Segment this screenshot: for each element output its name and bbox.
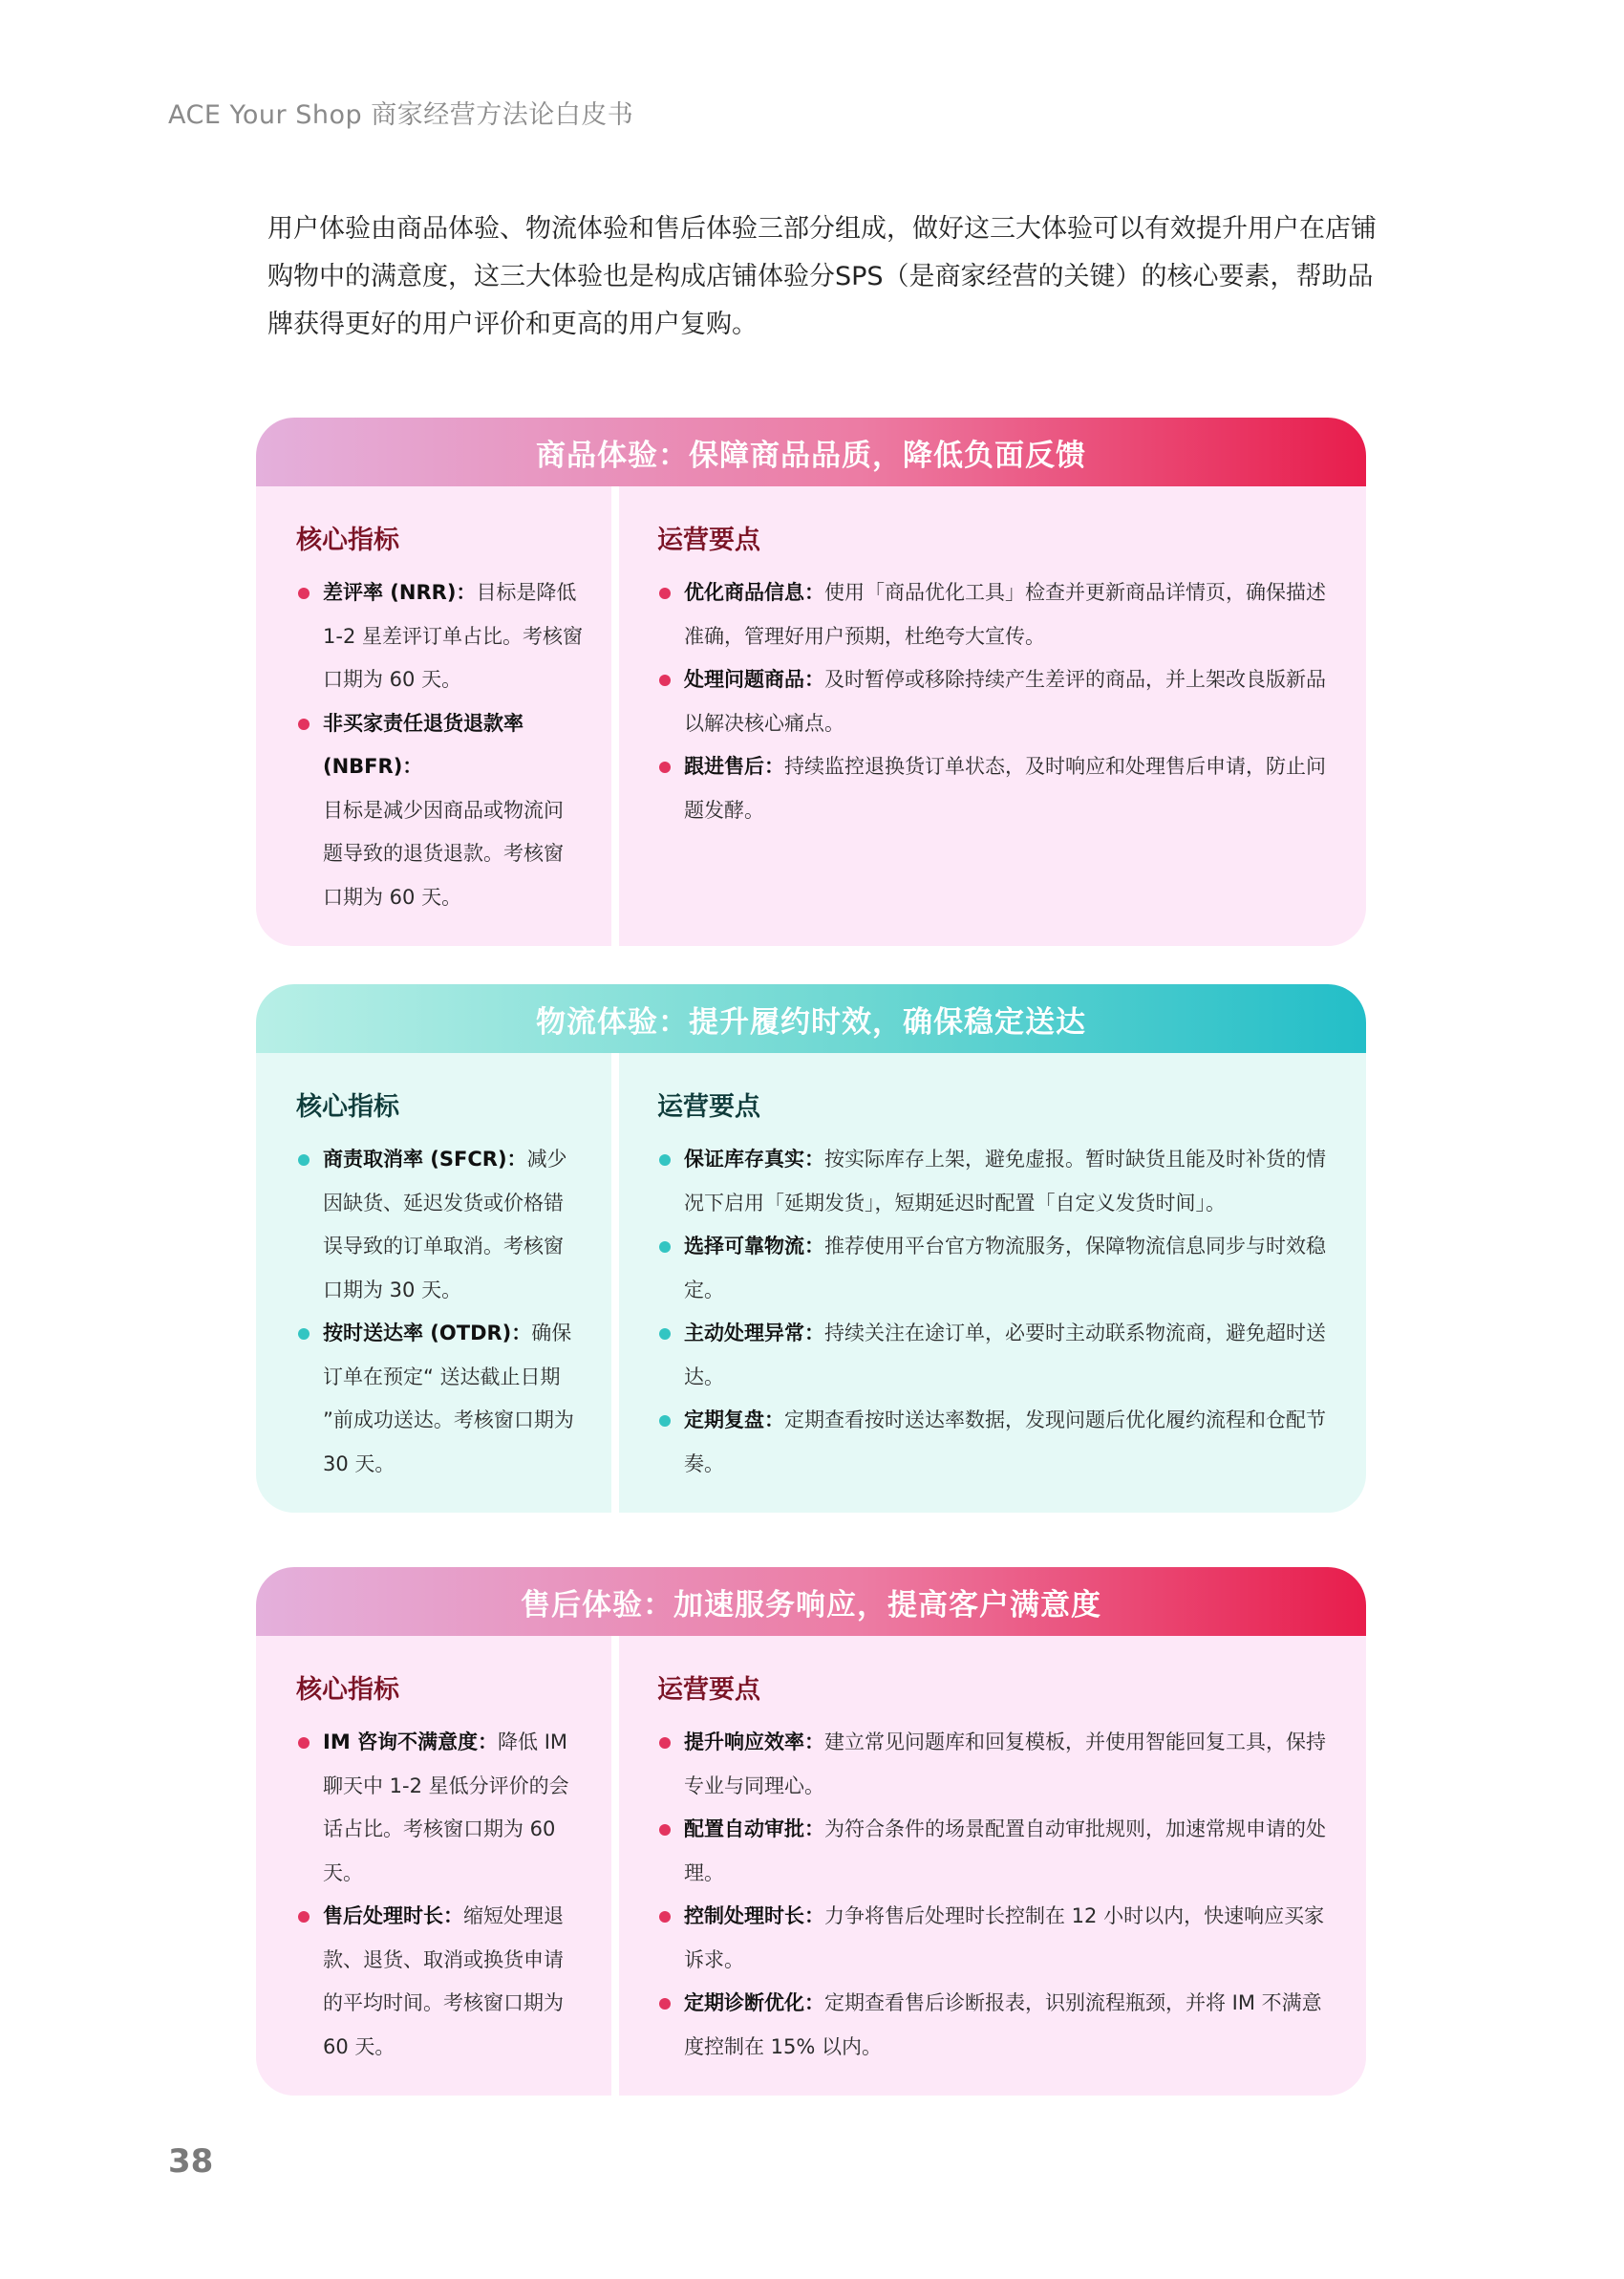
bullet-dot-icon (659, 1998, 671, 2010)
point-item: 配置自动审批：为符合条件的场景配置自动审批规则，加速常规申请的处理。 (657, 1808, 1328, 1895)
bullet-dot-icon (298, 1737, 310, 1749)
bullet-dot-icon (298, 588, 310, 599)
metrics-column (256, 1636, 611, 2096)
section-card-product (256, 418, 1366, 946)
section-title: 商品体验：保障商品品质，降低负面反馈 (256, 418, 1366, 486)
metric-item: 商责取消率 (SFCR)：减少因缺货、延迟发货或价格错误导致的订单取消。考核窗口期为 30 天。 (296, 1138, 583, 1312)
point-item: 定期诊断优化：定期查看售后诊断报表，识别流程瓶颈，并将 IM 不满意度控制在 15% 以内。 (657, 1982, 1328, 2069)
section-title: 售后体验：加速服务响应，提高客户满意度 (256, 1567, 1366, 1636)
bullet-dot-icon (659, 1824, 671, 1836)
bullet-dot-icon (298, 1154, 310, 1166)
metrics-column (256, 1053, 611, 1513)
metric-item: 售后处理时长：缩短处理退款、退货、取消或换货申请的平均时间。考核窗口期为 60 天。 (296, 1895, 583, 2069)
metric-item: 非买家责任退货退款率 (NBFR)： 目标是减少因商品或物流问题导致的退货退款。考核窗口期为 60 天。 (296, 702, 583, 920)
metric-item: 差评率 (NRR)：目标是降低 1-2 星差评订单占比。考核窗口期为 60 天。 (296, 571, 583, 702)
bullet-dot-icon (298, 1911, 310, 1923)
metric-item: 按时送达率 (OTDR)：确保订单在预定“ 送达截止日期 ”前成功送达。考核窗口期为 30 天。 (296, 1312, 583, 1486)
bullet-dot-icon (298, 1328, 310, 1340)
metric-item: IM 咨询不满意度：降低 IM 聊天中 1-2 星低分评价的会话占比。考核窗口期为 60 天。 (296, 1721, 583, 1895)
bullet-dot-icon (659, 1328, 671, 1340)
point-item: 选择可靠物流：推荐使用平台官方物流服务，保障物流信息同步与时效稳定。 (657, 1225, 1328, 1312)
bullet-dot-icon (659, 762, 671, 773)
points-column (619, 1636, 1366, 2096)
points-column (619, 486, 1366, 946)
point-item: 定期复盘：定期查看按时送达率数据，发现问题后优化履约流程和仓配节奏。 (657, 1399, 1328, 1486)
points-heading: 运营要点 (657, 1675, 760, 1705)
page-number: 38 (168, 2142, 214, 2181)
point-item: 保证库存真实：按实际库存上架，避免虚报。暂时缺货且能及时补货的情况下启用「延期发货」，短期延迟时配置「自定义发货时间」。 (657, 1138, 1328, 1225)
point-item: 提升响应效率：建立常见问题库和回复模板，并使用智能回复工具，保持专业与同理心。 (657, 1721, 1328, 1808)
point-item: 主动处理异常：持续关注在途订单，必要时主动联系物流商，避免超时送达。 (657, 1312, 1328, 1399)
points-heading: 运营要点 (657, 526, 760, 555)
bullet-dot-icon (659, 1154, 671, 1166)
point-item: 控制处理时长：力争将售后处理时长控制在 12 小时以内，快速响应买家诉求。 (657, 1895, 1328, 1982)
bullet-dot-icon (659, 1415, 671, 1427)
bullet-dot-icon (659, 1911, 671, 1923)
metrics-heading: 核心指标 (296, 526, 399, 555)
bullet-dot-icon (659, 1241, 671, 1253)
section-title: 物流体验：提升履约时效，确保稳定送达 (256, 984, 1366, 1053)
document-header-title: ACE Your Shop 商家经营方法论白皮书 (168, 100, 634, 130)
points-column (619, 1053, 1366, 1513)
metrics-heading: 核心指标 (296, 1675, 399, 1705)
point-item: 优化商品信息：使用「商品优化工具」检查并更新商品详情页，确保描述准确，管理好用户预期，杜绝夸大宣传。 (657, 571, 1328, 658)
bullet-dot-icon (659, 1737, 671, 1749)
bullet-dot-icon (659, 675, 671, 686)
metrics-column (256, 486, 611, 946)
metrics-heading: 核心指标 (296, 1092, 399, 1122)
section-card-after-sales (256, 1567, 1366, 2096)
points-heading: 运营要点 (657, 1092, 760, 1122)
point-item: 跟进售后：持续监控退换货订单状态，及时响应和处理售后申请，防止问题发酵。 (657, 745, 1328, 832)
intro-paragraph: 用户体验由商品体验、物流体验和售后体验三部分组成，做好这三大体验可以有效提升用户在店铺购物中的满意度，这三大体验也是构成店铺体验分SPS（是商家经营的关键）的核心要素，帮助品牌获得更好的用户评价和更高的用户复购。 (267, 214, 1377, 339)
bullet-dot-icon (659, 588, 671, 599)
point-item: 处理问题商品：及时暂停或移除持续产生差评的商品，并上架改良版新品以解决核心痛点。 (657, 658, 1328, 745)
bullet-dot-icon (298, 719, 310, 730)
section-card-logistics (256, 984, 1366, 1513)
